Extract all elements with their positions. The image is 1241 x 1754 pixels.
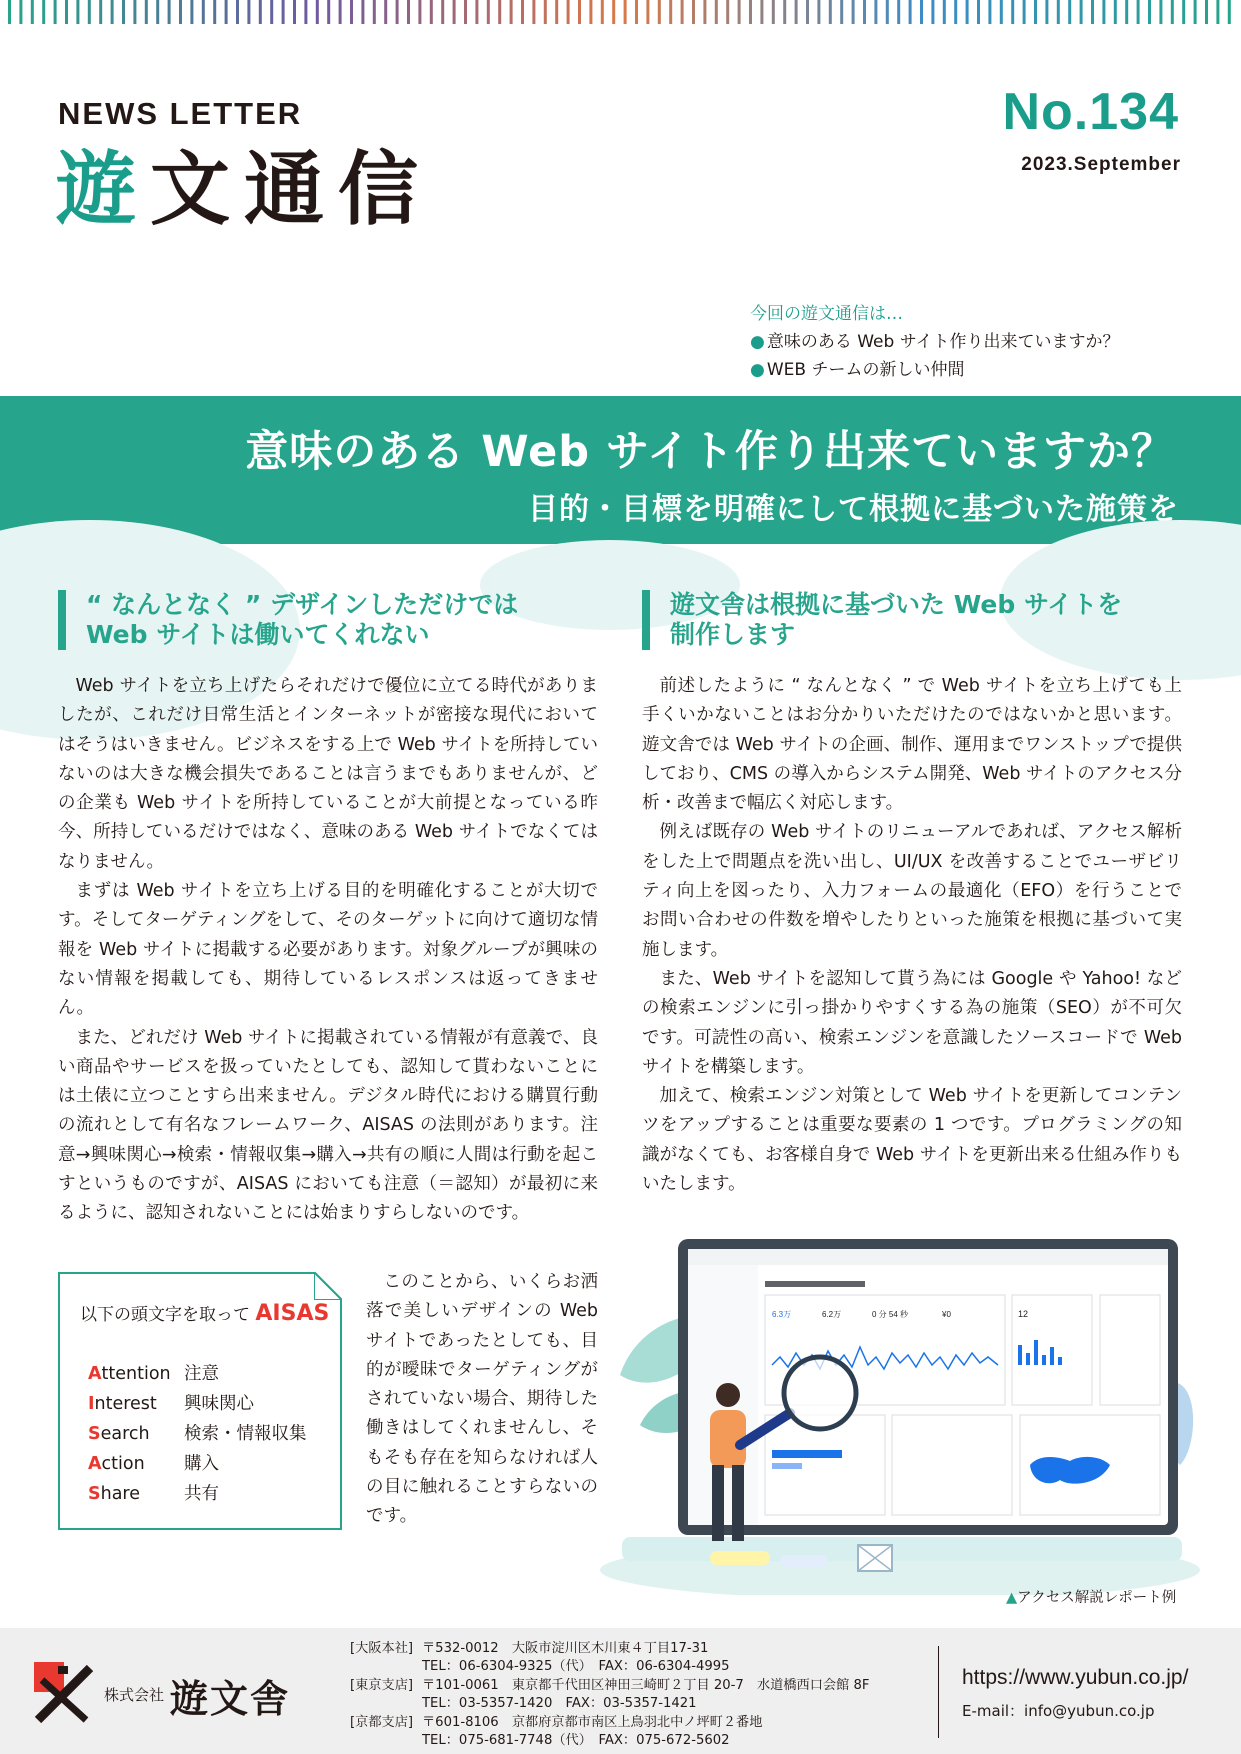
stripe bbox=[453, 0, 456, 24]
stripe bbox=[384, 0, 387, 24]
illustration-caption: ▲アクセス解説レポート例 bbox=[1006, 1590, 1177, 1606]
stripe bbox=[977, 0, 980, 24]
office-line: TEL：06-6304-9325（代） FAX：06-6304-4995 bbox=[422, 1659, 730, 1675]
footer-divider bbox=[938, 1646, 939, 1738]
stripe bbox=[795, 0, 798, 24]
stripe bbox=[1091, 0, 1094, 24]
stripe bbox=[612, 0, 615, 24]
left-section-heading: “ なんとなく ” デザインしただけでは Web サイトは働いてくれない bbox=[58, 590, 518, 650]
stripe bbox=[863, 0, 866, 24]
stripe bbox=[635, 0, 638, 24]
email-link[interactable]: E-mail：info@yubun.co.jp bbox=[962, 1702, 1155, 1720]
stripe bbox=[931, 0, 934, 24]
toc-heading: 今回の遊文通信は… bbox=[750, 304, 903, 324]
stat-users: 6.3万 bbox=[772, 1310, 792, 1319]
stripe bbox=[897, 0, 900, 24]
stripe bbox=[1034, 0, 1037, 24]
stripe bbox=[1125, 0, 1128, 24]
issue-date: 2023.September bbox=[1021, 154, 1181, 175]
stripe bbox=[943, 0, 946, 24]
banner-title: 意味のある Web サイト作り出来ていますか？ bbox=[245, 427, 1175, 477]
table-of-contents bbox=[750, 300, 1120, 384]
stripe bbox=[1137, 0, 1140, 24]
stripe bbox=[88, 0, 91, 24]
office-line: [大阪本社] 〒532-0012 大阪市淀川区木川東４丁目17-31 bbox=[350, 1641, 709, 1656]
title-rest: 文通信 bbox=[150, 143, 432, 236]
stripe bbox=[578, 0, 581, 24]
stripe bbox=[1080, 0, 1083, 24]
stripe bbox=[236, 0, 239, 24]
bullet-icon: ● bbox=[750, 360, 765, 380]
folded-corner bbox=[314, 1272, 342, 1300]
website-link[interactable]: https://www.yubun.co.jp/ bbox=[962, 1666, 1189, 1689]
stripe bbox=[475, 0, 478, 24]
stripe bbox=[487, 0, 490, 24]
stripe bbox=[327, 0, 330, 24]
issue-number: No.134 bbox=[1002, 83, 1179, 141]
stripe bbox=[749, 0, 752, 24]
stripe bbox=[601, 0, 604, 24]
stripe bbox=[783, 0, 786, 24]
aisas-highlight: AISAS bbox=[255, 1301, 330, 1326]
stripe bbox=[339, 0, 342, 24]
stripe bbox=[1023, 0, 1026, 24]
stripe bbox=[1068, 0, 1071, 24]
feature-banner bbox=[0, 396, 1241, 544]
stripe bbox=[1205, 0, 1208, 24]
stripe bbox=[772, 0, 775, 24]
stripe bbox=[145, 0, 148, 24]
stripe bbox=[350, 0, 353, 24]
stripe bbox=[555, 0, 558, 24]
paragraph: 加えて、検索エンジン対策として Web サイトを更新してコンテンツをアップすることは重要な要素の 1 つです。プログラミングの知識がなくても、お客様自身で Web サイトを更新出来る仕組み作りもいたします。 bbox=[642, 1086, 1182, 1195]
stripe bbox=[1194, 0, 1197, 24]
stripe bbox=[726, 0, 729, 24]
stripe bbox=[111, 0, 114, 24]
aisas-list bbox=[88, 1360, 307, 1510]
toc-item bbox=[750, 356, 1120, 384]
office-line: TEL：03-5357-1420 FAX：03-5357-1421 bbox=[422, 1696, 697, 1712]
right-body bbox=[642, 672, 1182, 1199]
toc-item-label: WEB チームの新しい仲間 bbox=[766, 360, 965, 380]
office-addresses bbox=[350, 1640, 869, 1750]
office-line: TEL：075-681-7748（代） FAX：075-672-5602 bbox=[422, 1733, 730, 1749]
stripe bbox=[544, 0, 547, 24]
stripe bbox=[202, 0, 205, 24]
stripe bbox=[886, 0, 889, 24]
stripe bbox=[715, 0, 718, 24]
stripe bbox=[156, 0, 159, 24]
stripe bbox=[293, 0, 296, 24]
stripe bbox=[1057, 0, 1060, 24]
stripe bbox=[1228, 0, 1231, 24]
stripe bbox=[646, 0, 649, 24]
paragraph: また、どれだけ Web サイトに掲載されている情報が有意義で、良い商品やサービスを扱っていたとしても、認知して貰わないことには土俵に立つことすら出来ません。デジタル時代における購買行動の流れとして有名なフレームワーク、AISAS の法則があります。注意→興味関心→検索・情報収集→購入→共有の順に人間は行動を起こすというものですが、AISAS においても注意（＝認知）が最初に来るように、認知されないことには始まりすらしないのです。 bbox=[58, 1027, 598, 1224]
stripe bbox=[396, 0, 399, 24]
stripe bbox=[430, 0, 433, 24]
stripe bbox=[920, 0, 923, 24]
title-first-char: 遊 bbox=[56, 143, 150, 236]
stripe bbox=[407, 0, 410, 24]
aisas-title: 以下の頭文字を取って AISAS bbox=[80, 1301, 330, 1326]
bullet-icon: ● bbox=[750, 332, 765, 352]
stripe bbox=[840, 0, 843, 24]
stripe bbox=[589, 0, 592, 24]
stripe bbox=[373, 0, 376, 24]
stat-realtime: 12 bbox=[1018, 1309, 1029, 1319]
stripe bbox=[8, 0, 11, 24]
stripe bbox=[521, 0, 524, 24]
paragraph: 例えば既存の Web サイトのリニューアルであれば、アクセス解析をした上で問題点を洗い出し、UI/UX を改善することでユーザビリティ向上を図ったり、入力フォームの最適化（EFO）を行うことでお問い合わせの件数を増やしたりといった施策を根拠に基づいて実施します。 bbox=[642, 822, 1182, 960]
newsletter-title bbox=[56, 143, 432, 236]
stripe bbox=[418, 0, 421, 24]
stripe bbox=[658, 0, 661, 24]
stripe bbox=[1102, 0, 1105, 24]
stripe bbox=[817, 0, 820, 24]
stripe bbox=[1216, 0, 1219, 24]
stripe bbox=[1159, 0, 1162, 24]
stripe bbox=[122, 0, 125, 24]
stripe bbox=[874, 0, 877, 24]
stripe bbox=[498, 0, 501, 24]
banner-subtitle: 目的・目標を明確にして根拠に基づいた施策を bbox=[528, 492, 1179, 527]
company-name: 株式会社 遊文舎 bbox=[104, 1676, 291, 1721]
stripe bbox=[692, 0, 695, 24]
stripe bbox=[567, 0, 570, 24]
stripe bbox=[361, 0, 364, 24]
stripe bbox=[532, 0, 535, 24]
stripe bbox=[1000, 0, 1003, 24]
stripe bbox=[133, 0, 136, 24]
stripe bbox=[760, 0, 763, 24]
stripe bbox=[681, 0, 684, 24]
aisas-row: Share 共有 bbox=[88, 1484, 219, 1504]
left-body-continued bbox=[366, 1268, 598, 1532]
stripe bbox=[19, 0, 22, 24]
stripe bbox=[190, 0, 193, 24]
toc-item-label: 意味のある Web サイト作り出来ていますか？ bbox=[766, 332, 1120, 352]
aisas-row: Search 検索・情報収集 bbox=[88, 1424, 307, 1444]
stripe bbox=[464, 0, 467, 24]
paragraph: Web サイトを立ち上げたらそれだけで優位に立てる時代がありましたが、これだけ日常生活とインターネットが密接な現代においてはそうはいきません。ビジネスをする上で Web サイトを所持していないのは大きな機会損失であることは言うまでもありませんが、どの企業も Web サイトを所持していることが大前提となっている昨今、所持しているだけではなく、意味のある Web サイトでなくてはなりません。 bbox=[58, 676, 598, 872]
triangle-icon: ▲ bbox=[1006, 1590, 1018, 1606]
office-line: [京都支店] 〒601-8106 京都府京都市南区上鳥羽北中ノ坪町２番地 bbox=[350, 1714, 763, 1730]
stripe bbox=[441, 0, 444, 24]
stripe bbox=[54, 0, 57, 24]
paragraph: また、Web サイトを認知して貰う為には Google や Yahoo! などの検索エンジンに引っ掛かりやすくする為の施策（SEO）が不可欠です。可読性の高い、検索エンジンを意識したソースコードで Web サイトを構築します。 bbox=[642, 968, 1182, 1077]
stripe bbox=[1011, 0, 1014, 24]
stat-engagement: 0 分 54 秒 bbox=[872, 1310, 909, 1319]
stripe bbox=[1182, 0, 1185, 24]
aisas-row: Interest 興味関心 bbox=[88, 1394, 254, 1414]
newsletter-label: NEWS LETTER bbox=[58, 96, 303, 131]
stripe bbox=[1148, 0, 1151, 24]
stripe bbox=[225, 0, 228, 24]
stripe bbox=[270, 0, 273, 24]
toc-item bbox=[750, 328, 1120, 356]
stripe bbox=[168, 0, 171, 24]
paragraph: このことから、いくらお洒落で美しいデザインの Web サイトであったとしても、目的が曖昧でターゲティングがされていない場合、期待した働きはしてくれませんし、そもそも存在を知らなければ人の目に触れることすらないのです。 bbox=[366, 1272, 598, 1527]
stripe bbox=[806, 0, 809, 24]
paragraph: 前述したように “ なんとなく ” で Web サイトを立ち上げても上手くいかないことはお分かりいただけたのではないかと思います。遊文舎では Web サイトの企画、制作、運用までワンストップで提供しており、CMS の導入からシステム開発、Web サイトのアクセス分析・改善まで幅広く対応します。 bbox=[642, 676, 1182, 814]
stripe bbox=[954, 0, 957, 24]
stripe bbox=[31, 0, 34, 24]
paragraph: まずは Web サイトを立ち上げる目的を明確化することが大切です。そしてターゲティングをして、そのターゲットに向けて適切な情報を Web サイトに掲載する必要があります。対象グループが興味のない情報を掲載しても、期待しているレスポンスは返ってきません。 bbox=[58, 881, 598, 1019]
right-section-heading: 遊文舎は根拠に基づいた Web サイトを 制作します bbox=[642, 590, 1122, 650]
stripe bbox=[282, 0, 285, 24]
aisas-row: Action 購入 bbox=[88, 1454, 219, 1474]
stripe bbox=[829, 0, 832, 24]
stripe bbox=[988, 0, 991, 24]
stripe bbox=[259, 0, 262, 24]
stripe bbox=[1171, 0, 1174, 24]
footer bbox=[0, 1628, 1241, 1754]
stripe bbox=[99, 0, 102, 24]
stripe bbox=[966, 0, 969, 24]
stripe bbox=[1045, 0, 1048, 24]
stripe bbox=[42, 0, 45, 24]
stat-revenue: ¥0 bbox=[942, 1310, 951, 1319]
stripe bbox=[1114, 0, 1117, 24]
stripe bbox=[852, 0, 855, 24]
stripe bbox=[316, 0, 319, 24]
stripe bbox=[510, 0, 513, 24]
stripe bbox=[909, 0, 912, 24]
stripe bbox=[304, 0, 307, 24]
office-line: [東京支店] 〒101-0061 東京都千代田区神田三崎町２丁目 20-7 水道橋西口会館 8F bbox=[350, 1677, 870, 1693]
stripe bbox=[213, 0, 216, 24]
aisas-box bbox=[58, 1272, 342, 1530]
stripe bbox=[624, 0, 627, 24]
stat-new-users: 6.2万 bbox=[822, 1310, 842, 1319]
stripe bbox=[669, 0, 672, 24]
left-body bbox=[58, 672, 598, 1229]
top-stripes bbox=[0, 0, 1241, 26]
stripe bbox=[247, 0, 250, 24]
stripe bbox=[65, 0, 68, 24]
stripe bbox=[738, 0, 741, 24]
stripe bbox=[76, 0, 79, 24]
analytics-illustration bbox=[600, 1225, 1200, 1595]
aisas-row: Attention 注意 bbox=[88, 1364, 219, 1384]
company-logo bbox=[28, 1656, 98, 1726]
stripe bbox=[179, 0, 182, 24]
stripe bbox=[703, 0, 706, 24]
